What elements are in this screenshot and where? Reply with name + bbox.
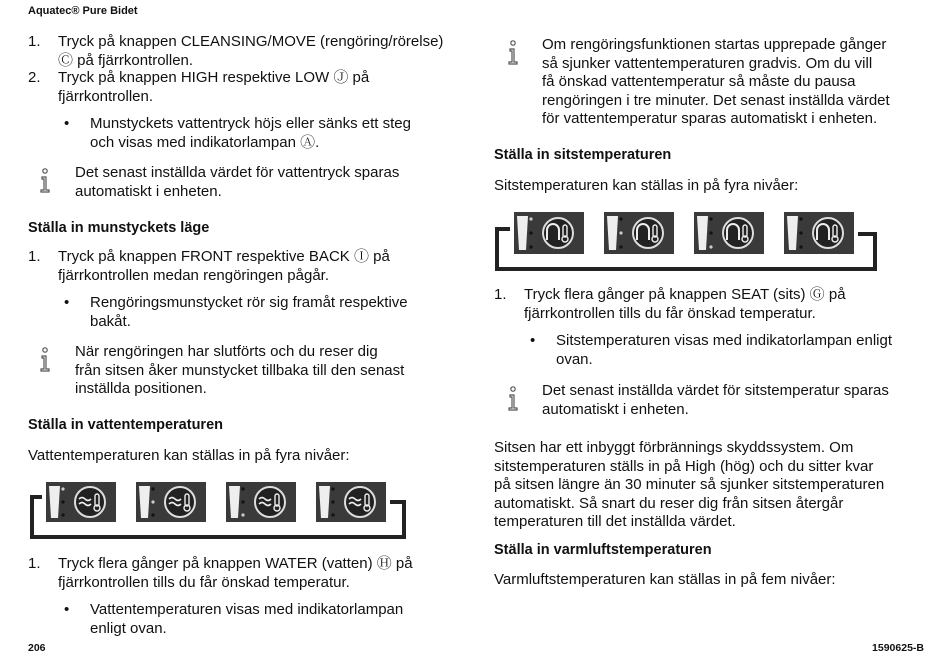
step-1-seat: 1. Tryck flera gånger på knappen SEAT (sits) Ⓖ på fjärrkontrollen tills du får önskad temperatur. <box>494 286 846 322</box>
bullet-nozzle: • Rengöringsmunstycket rör sig framåt respektive bakåt. <box>64 294 408 330</box>
info-icon <box>506 40 520 66</box>
bullet-water: • Vattentemperaturen visas med indikatorlampan enligt ovan. <box>64 601 404 637</box>
paragraph-burn-protection: Sitsen har ett inbyggt förbrännings skyddssystem. Om sitstemperaturen ställs in på High (hög) och du sitter kvar på sitsen längre än 30 minuter så sjunker sitstemperaturen automatiskt. Så snart du reser dig från sitsen återgår temperaturen till det inställda värdet. <box>494 439 885 530</box>
seat-panel-3 <box>694 212 764 254</box>
water-intro: Vattentemperaturen kan ställas in på fyra nivåer: <box>28 447 350 464</box>
water-panel-3 <box>226 482 296 522</box>
bullet-seat: • Sitstemperaturen visas med indikatorlampan enligt ovan. <box>530 332 892 368</box>
seat-panel-2 <box>604 212 674 254</box>
seat-panel-4 <box>784 212 854 254</box>
heading-water-temperature: Ställa in vattentemperaturen <box>28 417 223 433</box>
note-seat: Det senast inställda värdet för sitstemperatur sparas automatiskt i enheten. <box>542 382 889 418</box>
water-panel-1 <box>46 482 116 522</box>
info-icon <box>38 347 52 373</box>
heading-air-temperature: Ställa in varmluftstemperaturen <box>494 542 712 558</box>
heading-nozzle: Ställa in munstyckets läge <box>28 220 210 236</box>
bullet-pressure: • Munstyckets vattentryck höjs eller sänks ett steg och visas med indikatorlampan Ⓐ. <box>64 115 411 151</box>
seat-panel-1 <box>514 212 584 254</box>
info-icon <box>506 386 520 412</box>
water-panel-2 <box>136 482 206 522</box>
step-1-cleansing: 1. Tryck på knappen CLEANSING/MOVE (rengöring/rörelse) Ⓒ på fjärrkontrollen. <box>28 33 444 69</box>
step-2-pressure: 2. Tryck på knappen HIGH respektive LOW Ⓙ på fjärrkontrollen. <box>28 69 370 105</box>
seat-temperature-levels-diagram <box>494 210 879 272</box>
step-1-nozzle: 1. Tryck på knappen FRONT respektive BACK Ⓘ på fjärrkontrollen medan rengöringen pågår. <box>28 248 390 284</box>
step-1-water: 1. Tryck flera gånger på knappen WATER (vatten) Ⓗ på fjärrkontrollen tills du får önskad temperatur. <box>28 555 413 591</box>
note-nozzle: När rengöringen har slutförts och du reser dig från sitsen åker munstycket tillbaka till den senast inställda positionen. <box>75 343 405 397</box>
water-panel-4 <box>316 482 386 522</box>
heading-seat-temperature: Ställa in sitstemperaturen <box>494 147 672 163</box>
note-pressure: Det senast inställda värdet för vattentryck sparas automatiskt i enheten. <box>75 164 400 200</box>
document-header: Aquatec® Pure Bidet <box>28 5 138 17</box>
note-water-repeat: Om rengöringsfunktionen startas upprepade gånger så sjunker vattentemperaturen gradvis. Om du vill få önskad vattentemperatur så måste du pausa rengöringen i tre minuter. Det senast inställda värdet för vattentemperatur sparas automatiskt i enheten. <box>542 36 890 127</box>
page-number: 206 <box>28 642 46 654</box>
seat-intro: Sitstemperaturen kan ställas in på fyra nivåer: <box>494 177 799 194</box>
info-icon <box>38 168 52 194</box>
document-number: 1590625-B <box>872 642 924 654</box>
water-temperature-levels-diagram <box>28 480 408 540</box>
air-intro: Varmluftstemperaturen kan ställas in på fem nivåer: <box>494 571 836 588</box>
